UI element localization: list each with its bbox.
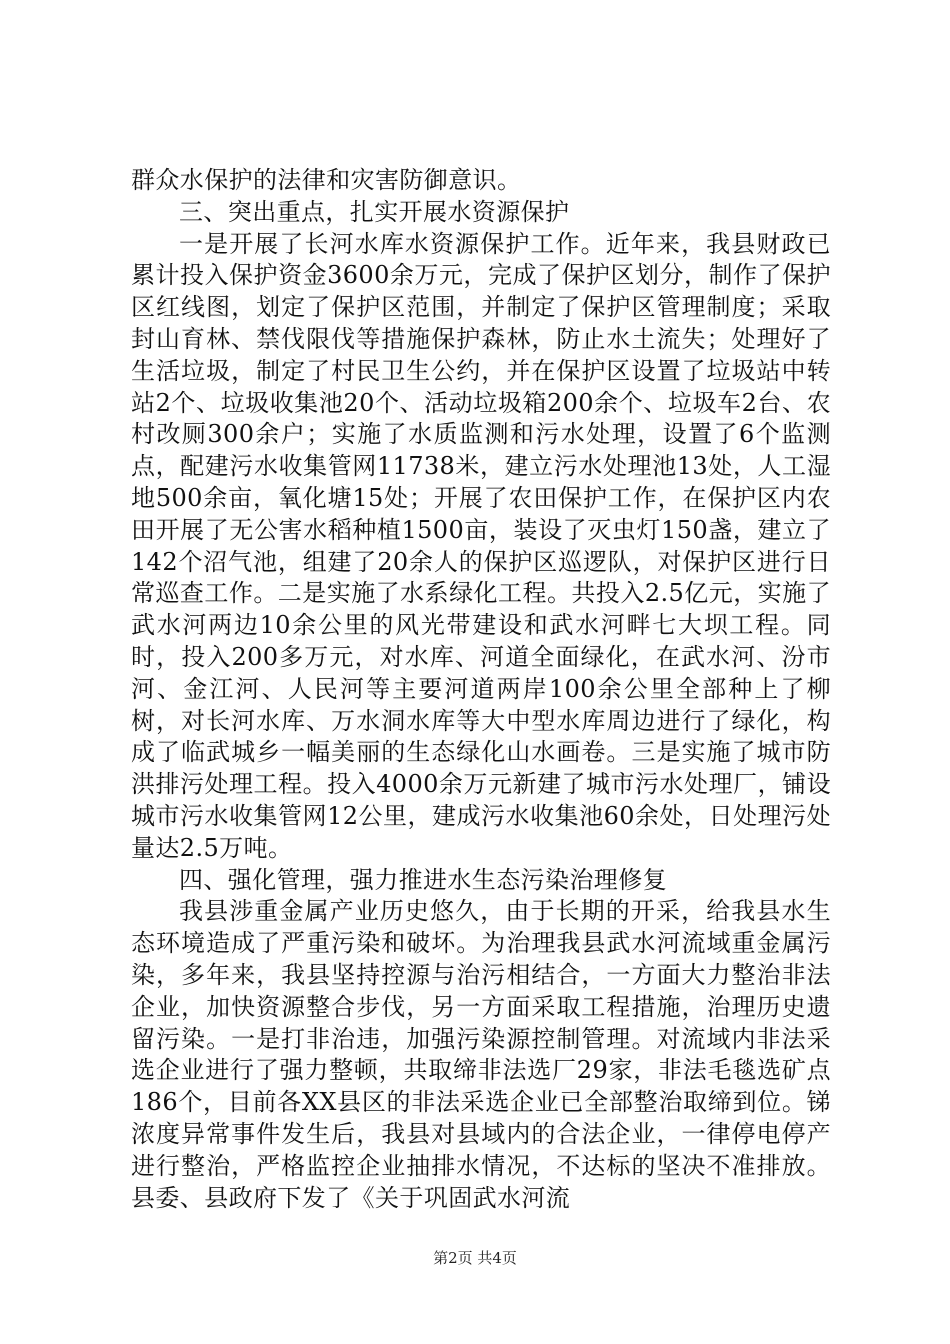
section-heading-4: 四、强化管理，强力推进水生态污染治理修复 [179,865,667,894]
page-number-label: 第2页 共4页 [433,1249,517,1267]
document-body [131,165,831,1214]
paragraph-pollution-control: 我县涉重金属产业历史悠久，由于长期的开采，给我县水生态环境造成了严重污染和破坏。为治理我县武水河流域重金属污染，多年来，我县坚持控源与治污相结合，一方面大力整治非法企业，加快资源整合步伐，另一方面采取工程措施，治理历史遗留污染。一是打非治违，加强污染源控制管理。对流域内非法采选企业进行了强力整顿，共取缔非法选厂29家，非法毛毯选矿点186个，目前各XX县区的非法采选企业已全部整治取缔到位。锑浓度异常事件发生后，我县对县域内的合法企业，一律停电停产进行整治，严格监控企业抽排水情况，不达标的坚决不准排放。县委、县政府下发了《关于巩固武水河流 [131,897,831,1212]
paragraph-continuation: 群众水保护的法律和灾害防御意识。 [131,166,522,194]
page-footer [0,1247,950,1268]
paragraph-water-protection: 一是开展了长河水库水资源保护工作。近年来，我县财政已累计投入保护资金3600余万元，完成了保护区划分，制作了保护区红线图，划定了保护区范围，并制定了保护区管理制度；采取封山育林、禁伐限伐等措施保护森林，防止水土流失；处理好了生活垃圾，制定了村民卫生公约，并在保护区设置了垃圾站中转站2个、垃圾收集池20个、活动垃圾箱200余个、垃圾车2台、农村改厕300余户；实施了水质监测和污水处理，设置了6个监测点，配建污水收集管网11738米，建立污水处理池13处，人工湿地500余亩，氧化塘15处；开展了农田保护工作，在保护区内农田开展了无公害水稻种植1500亩，装设了灭虫灯150盏，建立了142个沼气池，组建了20余人的保护区巡逻队，对保护区进行日常巡查工作。二是实施了水系绿化工程。共投入2.5亿元，实施了武水河两边10余公里的风光带建设和武水河畔七大坝工程。同时，投入200多万元，对水库、河道全面绿化，在武水河、汾市河、金江河、人民河等主要河道两岸100余公里全部种上了柳树，对长河水库、万水洞水库等大中型水库周边进行了绿化，构成了临武城乡一幅美丽的生态绿化山水画卷。三是实施了城市防洪排污处理工程。投入4000余万元新建了城市污水处理厂，铺设城市污水收集管网12公里，建成污水收集池60余处，日处理污处量达2.5万吨。 [131,229,831,862]
section-heading-3: 三、突出重点，扎实开展水资源保护 [179,197,570,226]
